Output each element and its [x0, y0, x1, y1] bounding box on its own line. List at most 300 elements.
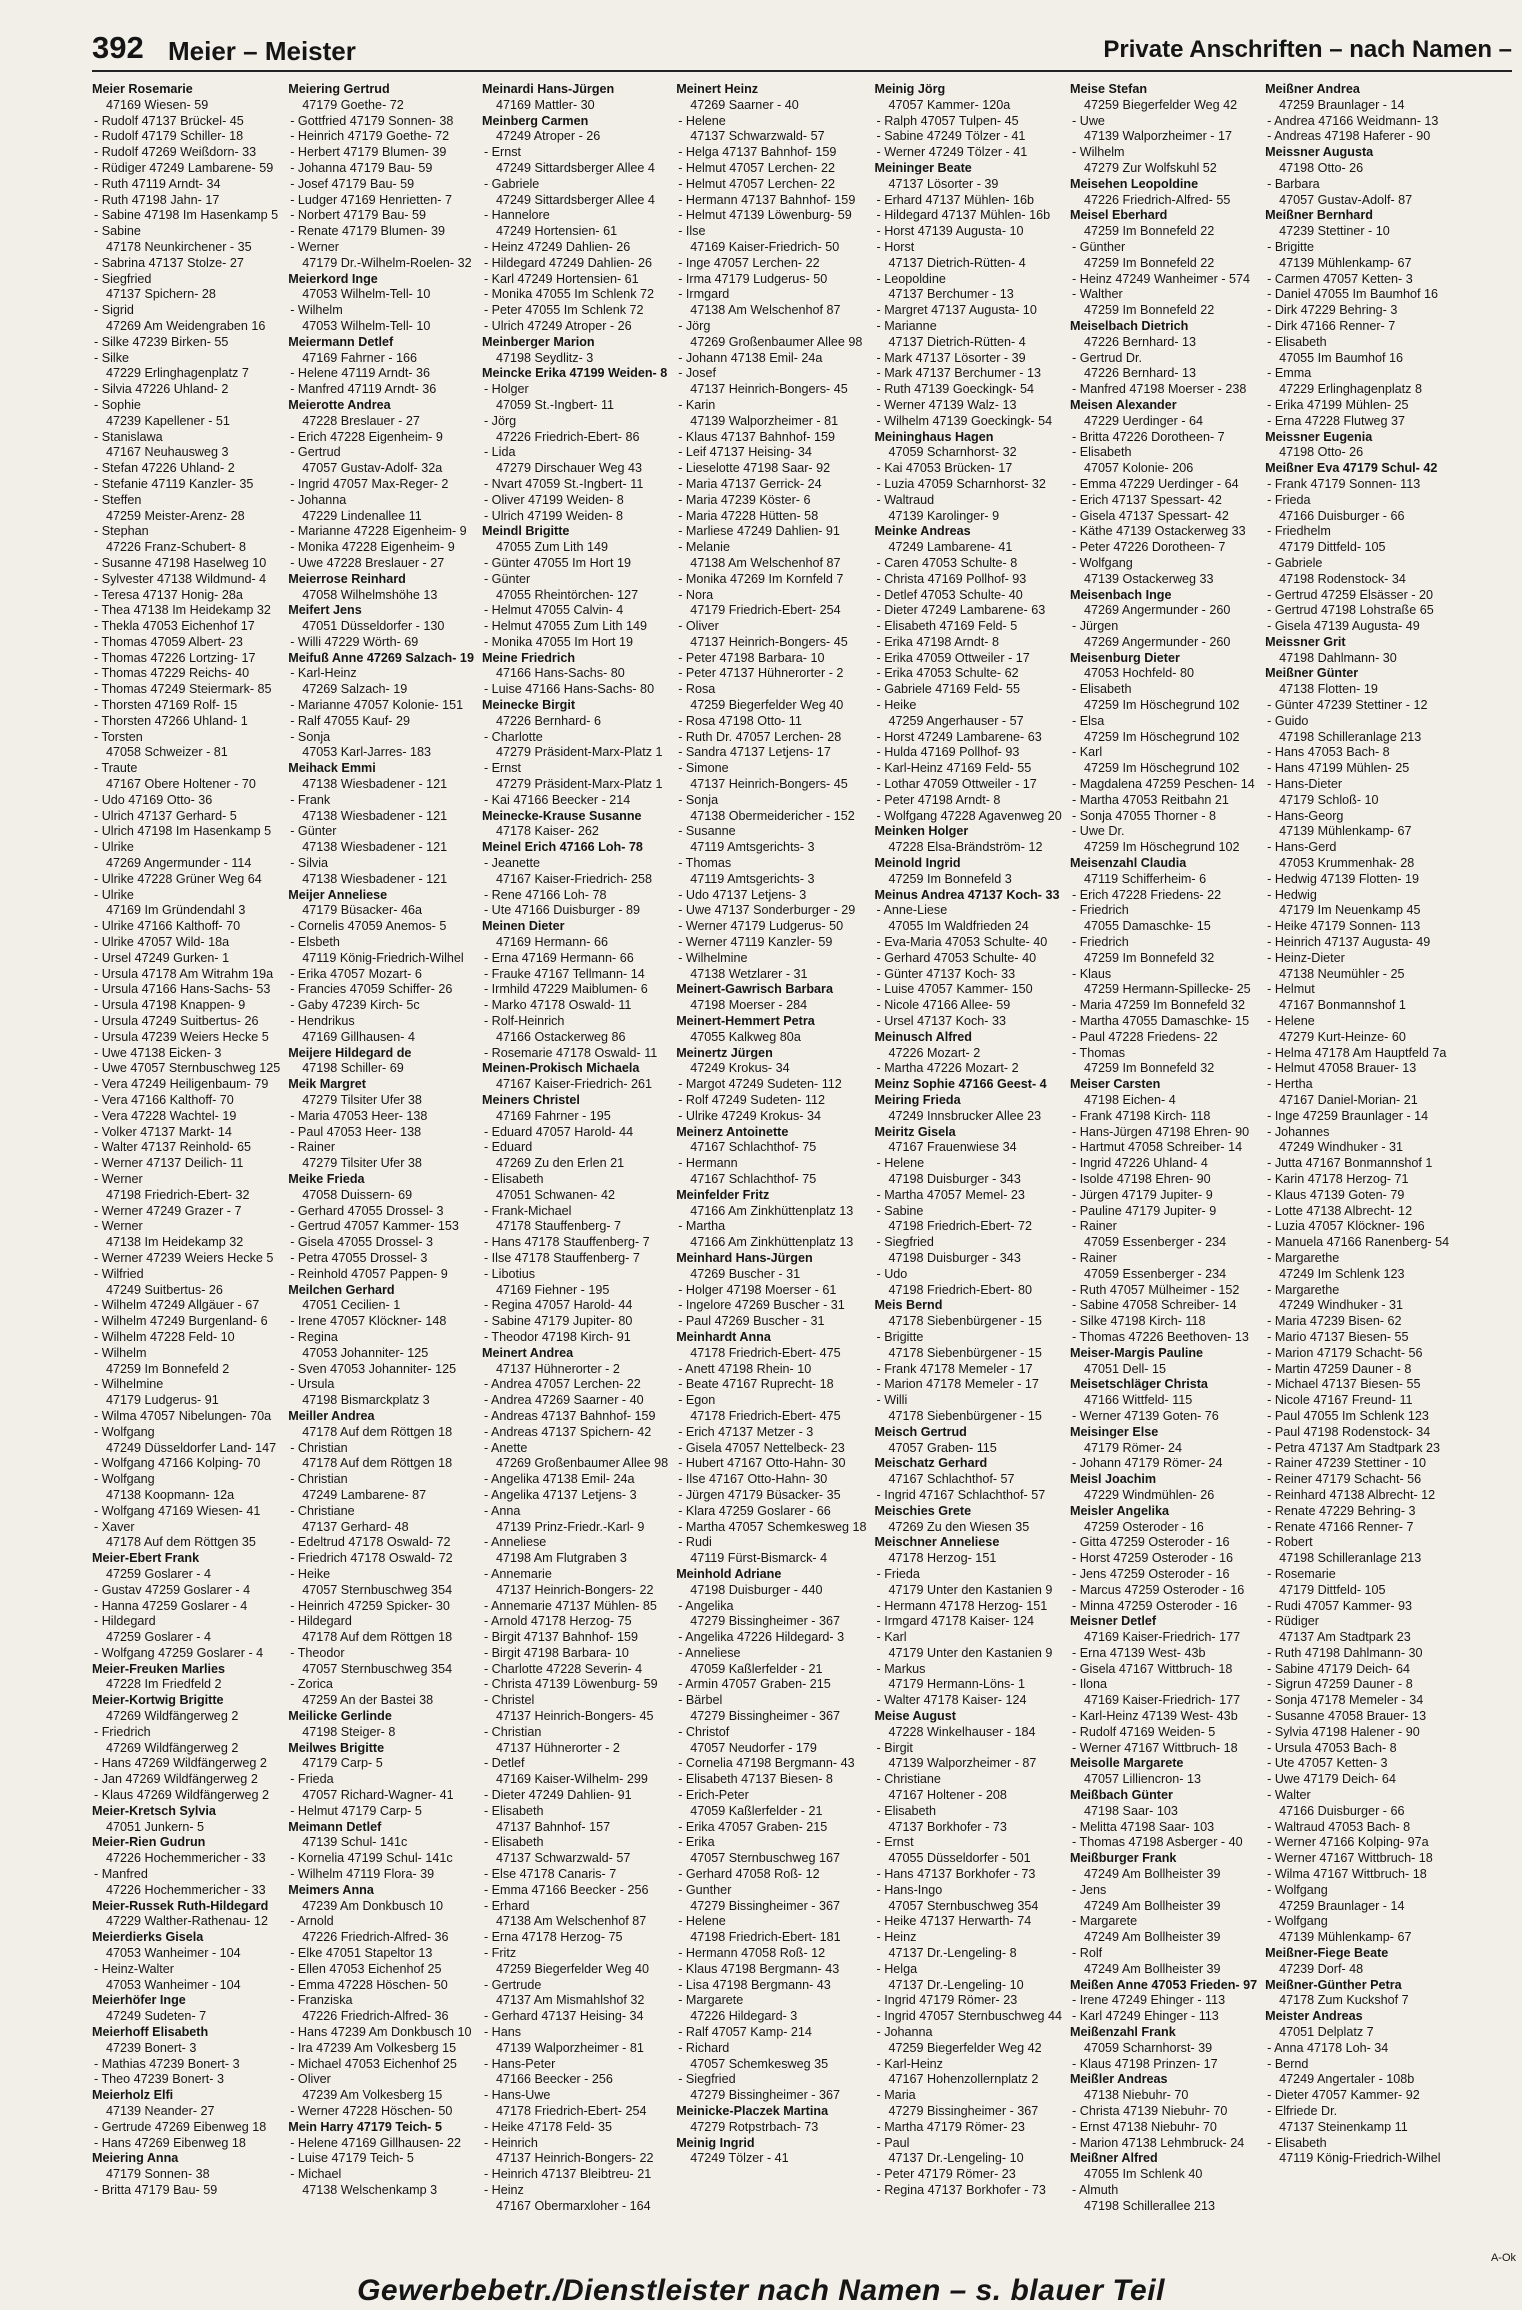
entry-name: - Erna 47178 Herzog- 75: [483, 1930, 623, 1945]
entry-name: - Elisabeth: [876, 1803, 937, 1818]
entry-address: 47178 Auf dem Röttgen 35: [106, 1535, 256, 1550]
entry-name: - Friedrich: [1072, 903, 1129, 918]
entry-name: - Ulrike: [94, 840, 134, 855]
directory-column: [1265, 82, 1449, 2278]
entry-name: - Cornelia 47198 Bergmann- 43: [678, 1756, 855, 1771]
entry-address: 47259 Im Höschegrund 102: [1084, 698, 1240, 713]
entry-address: 47229 Uerdinger - 64: [1084, 413, 1204, 428]
entry-name: - Gitta 47259 Osteroder - 16: [1072, 1535, 1230, 1550]
entry-address: 47166 Hans-Sachs- 80: [495, 666, 625, 681]
entry-name: - Annemarie 47137 Mühlen- 85: [483, 1598, 657, 1613]
entry-address: 47137 Gerhard- 48: [302, 1519, 409, 1534]
entry-name: - Ilse 47178 Stauffenberg- 7: [483, 1250, 640, 1265]
entry-address: 47269 Angermunder - 114: [106, 856, 252, 871]
entry-name: - Michael 47137 Biesen- 55: [1267, 1377, 1421, 1392]
entry-name: - Ulrich 47249 Atroper - 26: [483, 318, 632, 333]
entry-address: 47259 Meister-Arenz- 28: [106, 508, 245, 523]
entry-name: - Gertrud 47198 Lohstraße 65: [1267, 603, 1434, 618]
entry-address: 47169 Hermann- 66: [495, 935, 608, 950]
entry-surname: Meike Frieda: [288, 1171, 365, 1186]
entry-name: - Heinrich 47137 Bleibtreu- 21: [483, 2167, 652, 2182]
entry-name: - Josef: [678, 366, 716, 381]
entry-name: - Heinz-Walter: [94, 1961, 175, 1976]
entry-name: - Heinrich 47137 Augusta- 49: [1267, 935, 1431, 950]
entry-name: - Maria 47137 Gerrick- 24: [678, 476, 822, 491]
entry-address: 47138 Flotten- 19: [1279, 682, 1378, 697]
entry-address: 47198 Bismarckplatz 3: [302, 1393, 430, 1408]
entry-name: - Armin 47057 Graben- 215: [678, 1677, 831, 1692]
entry-name: - Theodor 47198 Kirch- 91: [483, 1329, 631, 1344]
entry-name: - Günther: [1072, 239, 1126, 254]
entry-surname: Meindl Brigitte: [481, 524, 570, 539]
entry-name: - Ingrid 47057 Sternbuschweg 44: [876, 2009, 1063, 2024]
entry-surname: Meinen Dieter: [481, 919, 565, 934]
entry-address: 47249 Sittardsberger Allee 4: [495, 160, 655, 175]
entry-address: 47279 Bissingheimer - 367: [690, 1709, 841, 1724]
entry-name: - Martin 47259 Dauner - 8: [1267, 1361, 1412, 1376]
entry-name: - Rainer: [1072, 1250, 1117, 1265]
entry-name: - Karl-Heinz: [876, 2056, 943, 2071]
entry-name: - Eduard: [483, 1140, 533, 1155]
entry-name: - Theo 47239 Bonert- 3: [94, 2072, 224, 2087]
entry-address: 47178 Auf dem Röttgen 18: [302, 1456, 453, 1471]
entry-name: - Hermann: [678, 1156, 738, 1171]
entry-name: - Helmut 47057 Lerchen- 22: [678, 160, 836, 175]
entry-surname: Meinicke-Placzek Martina: [676, 2104, 829, 2118]
entry-name: - Birgit: [876, 1740, 913, 1755]
entry-name: - Erika 47199 Mühlen- 25: [1267, 397, 1409, 412]
entry-address: 47051 Junkern- 5: [106, 1819, 205, 1834]
entry-name: - Erhard: [483, 1898, 530, 1913]
entry-surname: Meincke Erika 47199 Weiden- 8: [481, 366, 668, 381]
entry-address: 47198 Moerser - 284: [690, 998, 808, 1013]
entry-name: - Rüdiger 47249 Lambarene- 59: [94, 160, 274, 175]
entry-name: - Ulrike 47249 Krokus- 34: [678, 1108, 821, 1123]
entry-address: 47053 Wanheimer - 104: [106, 1977, 241, 1992]
page-header: [92, 26, 1512, 72]
entry-name: - Gisela 47139 Augusta- 49: [1267, 619, 1420, 634]
entry-address: 47119 Amtsgerichts- 3: [690, 871, 815, 886]
entry-name: - Maria 47239 Bisen- 62: [1267, 1314, 1402, 1329]
entry-surname: Meierhöfer Inge: [92, 1993, 186, 2008]
entry-name: - Erhard 47137 Mühlen- 16b: [876, 192, 1035, 207]
entry-address: 47269 Zu den Wiesen 35: [888, 1519, 1030, 1534]
entry-name: - Günter: [483, 571, 531, 586]
entry-surname: Meinberger Marion: [481, 334, 595, 349]
entry-address: 47259 An der Bastei 38: [302, 1693, 434, 1708]
entry-name: - Heinz: [876, 1930, 917, 1945]
entry-name: - Peter 47179 Römer- 23: [876, 2167, 1016, 2182]
entry-name: - Karl 47249 Hortensien- 61: [483, 271, 639, 286]
entry-name: - Silke 47198 Kirch- 118: [1072, 1314, 1206, 1329]
entry-address: 47259 Osteroder - 16: [1084, 1519, 1204, 1534]
entry-surname: Meilicke Gerlinde: [288, 1709, 392, 1724]
entry-surname: Meißbach Günter: [1070, 1788, 1173, 1803]
entry-surname: Meifuß Anne 47269 Salzach- 19: [288, 650, 474, 665]
entry-name: - Wilhelm 47249 Allgäuer - 67: [94, 1298, 260, 1313]
entry-address: 47179 Dittfeld- 105: [1279, 540, 1386, 555]
entry-name: - Ute 47057 Ketten- 3: [1267, 1756, 1388, 1771]
entry-name: - Steffen: [94, 492, 142, 507]
entry-name: - Karl 47249 Ehinger - 113: [1072, 2009, 1219, 2024]
entry-surname: Meischner Anneliese: [874, 1535, 1000, 1550]
entry-address: 47166 Beecker - 256: [495, 2072, 613, 2087]
entry-name: - Elisabeth: [483, 1803, 544, 1818]
entry-address: 47198 Duisburger - 343: [888, 1171, 1021, 1186]
entry-address: 47259 Im Bonnefeld 2: [106, 1361, 230, 1376]
entry-address: 47198 Am Flutgraben 3: [495, 1551, 627, 1566]
entry-name: - Johanna: [876, 2025, 933, 2040]
entry-address: 47279 Zur Wolfskuhl 52: [1084, 160, 1217, 175]
entry-name: - Johann 47138 Emil- 24a: [678, 350, 823, 365]
entry-address: 47249 Sudeten- 7: [106, 2009, 207, 2024]
entry-name: - Erich 47137 Metzer - 3: [678, 1424, 814, 1439]
entry-address: 47229 Windmühlen- 26: [1084, 1487, 1215, 1502]
entry-surname: Meierotte Andrea: [288, 397, 391, 412]
entry-name: - Ulrich 47199 Weiden- 8: [483, 508, 624, 523]
entry-address: 47139 Mühlenkamp- 67: [1279, 824, 1412, 839]
entry-address: 47279 Bissingheimer - 367: [888, 2104, 1039, 2118]
entry-surname: Meierdierks Gisela: [92, 1930, 204, 1945]
entry-name: - Martha 47179 Römer- 23: [876, 2119, 1025, 2134]
entry-address: 47138 Obermeidericher - 152: [690, 808, 855, 823]
entry-name: - Kornelia 47199 Schul- 141c: [290, 1851, 453, 1866]
entry-name: - Rudolf 47169 Weiden- 5: [1072, 1724, 1216, 1739]
entry-name: - Marion 47138 Lehmbruck- 24: [1072, 2135, 1245, 2150]
entry-surname: Meißner Andrea: [1265, 82, 1360, 96]
entry-name: - Andreas 47137 Spichern- 42: [483, 1424, 652, 1439]
entry-name: - Xaver: [94, 1519, 135, 1534]
entry-address: 47051 Dell- 15: [1084, 1361, 1166, 1376]
entry-surname: Meimers Anna: [288, 1882, 374, 1897]
entry-name: - Willi: [876, 1393, 908, 1408]
entry-address: 47137 Borkhofer - 73: [888, 1819, 1007, 1834]
entry-address: 47249 Am Bollheister 39: [1084, 1930, 1221, 1945]
entry-name: - Wolfgang: [94, 1424, 155, 1439]
entry-address: 47228 Elsa-Brändström- 12: [888, 840, 1043, 855]
entry-name: - Arnold: [290, 1914, 334, 1929]
entry-name: - Gaby 47239 Kirch- 5c: [290, 998, 420, 1013]
entry-name: - Frank 47198 Kirch- 118: [1072, 1108, 1211, 1123]
entry-name: - Holger 47198 Moerser - 61: [678, 1282, 837, 1297]
entry-name: - Norbert 47179 Bau- 59: [290, 208, 427, 223]
entry-address: 47057 Schemkesweg 35: [690, 2056, 829, 2071]
entry-address: 47179 Büsacker- 46a: [302, 903, 422, 918]
entry-address: 47259 Im Höschegrund 102: [1084, 729, 1240, 744]
entry-address: 47228 Breslauer - 27: [302, 413, 420, 428]
directory-column: [482, 82, 668, 2278]
entry-name: - Britta 47179 Bau- 59: [94, 2182, 218, 2197]
entry-name: - Luise 47166 Hans-Sachs- 80: [483, 682, 655, 697]
entry-name: - Arnold 47178 Herzog- 75: [483, 1614, 632, 1629]
entry-name: - Markus: [876, 1661, 926, 1676]
entry-name: - Emma: [1267, 366, 1312, 381]
entry-name: - Bärbel: [678, 1693, 723, 1708]
entry-name: - Magdalena 47259 Peschen- 14: [1072, 777, 1255, 792]
entry-name: - Melitta 47198 Saar- 103: [1072, 1819, 1215, 1834]
entry-address: 47167 Schlachthof- 75: [690, 1140, 817, 1155]
entry-name: - Ursula 47198 Knappen- 9: [94, 998, 246, 1013]
entry-name: - Marliese 47249 Dahlien- 91: [678, 524, 840, 539]
entry-address: 47279 Bissingheimer - 367: [690, 2088, 841, 2103]
entry-name: - Rudolf 47269 Weißdorn- 33: [94, 145, 257, 160]
entry-address: 47249 Im Schlenk 123: [1279, 1266, 1405, 1281]
entry-name: - Sonja 47055 Thorner - 8: [1072, 808, 1217, 823]
entry-name: - Monika 47228 Eigenheim- 9: [290, 540, 455, 555]
entry-name: - Christiane: [290, 1503, 355, 1518]
entry-address: 47198 Saar- 103: [1084, 1803, 1178, 1818]
entry-address: 47239 Bonert- 3: [106, 2040, 197, 2055]
entry-name: - Karl-Heinz 47169 Feld- 55: [876, 761, 1032, 776]
entry-address: 47229 Walther-Rathenau- 12: [106, 1914, 268, 1929]
entry-address: 47167 Schlachthof- 57: [888, 1472, 1015, 1487]
entry-surname: Meinen-Prokisch Michaela: [481, 1061, 640, 1076]
entry-name: - Frank 47179 Sonnen- 113: [1267, 476, 1421, 491]
entry-surname: Meiring Frieda: [874, 1093, 961, 1107]
entry-address: 47057 Sternbuschweg 354: [302, 1582, 453, 1597]
entry-address: 47138 Am Welschenhof 87: [495, 1914, 647, 1929]
entry-name: - Minna 47259 Osteroder - 16: [1072, 1598, 1238, 1613]
entry-address: 47167 Hohenzollernplatz 2: [888, 2072, 1039, 2087]
entry-name: - Barbara: [1267, 176, 1320, 191]
entry-name: - Ira 47239 Am Volkesberg 15: [290, 2040, 457, 2055]
entry-address: 47178 Neunkirchener - 35: [106, 239, 252, 254]
entry-name: - Wilhelm: [94, 1345, 147, 1360]
entry-address: 47226 Franz-Schubert- 8: [106, 540, 247, 555]
entry-name: - Lisa 47198 Bergmann- 43: [678, 1977, 831, 1992]
entry-name: - Helene: [678, 113, 726, 128]
entry-name: - Mathias 47239 Bonert- 3: [94, 2056, 240, 2071]
entry-surname: Meinert-Gawrisch Barbara: [676, 982, 833, 997]
entry-address: 47269 Großenbaumer Allee 98: [690, 334, 863, 349]
entry-address: 47058 Duissern- 69: [302, 1187, 413, 1202]
entry-name: - Erika 47053 Schulte- 62: [876, 666, 1019, 681]
page-title: Meier – Meister: [168, 36, 356, 66]
entry-address: 47259 Goslarer - 4: [106, 1566, 212, 1581]
entry-name: - Sabine 47179 Jupiter- 80: [483, 1314, 633, 1329]
entry-name: - Hans-Peter: [483, 2056, 556, 2071]
entry-name: - Siegfried: [678, 2072, 736, 2087]
entry-name: - Helma 47178 Am Hauptfeld 7a: [1267, 1045, 1447, 1060]
entry-name: - Ralph 47057 Tulpen- 45: [876, 113, 1019, 128]
entry-address: 47053 Wanheimer - 104: [106, 1946, 241, 1961]
entry-name: - Ingrid 47057 Max-Reger- 2: [290, 476, 449, 491]
entry-name: - Dieter 47249 Dahlien- 91: [483, 1788, 632, 1803]
entry-surname: Meiser Carsten: [1070, 1077, 1161, 1092]
entry-address: 47139 Walporzheimer - 87: [888, 1756, 1037, 1771]
entry-surname: Meier-Freuken Marlies: [92, 1661, 225, 1676]
entry-name: - Libotius: [483, 1266, 536, 1281]
entry-address: 47137 Schwarzwald- 57: [495, 1851, 631, 1866]
entry-name: - Frank: [290, 792, 331, 807]
entry-address: 47259 Im Bonnefeld 22: [1084, 255, 1215, 270]
entry-name: - Werner 47179 Ludgerus- 50: [678, 919, 844, 934]
entry-name: - Jens: [1072, 1882, 1107, 1897]
entry-name: - Hannelore: [483, 208, 550, 223]
entry-name: - Hans: [483, 2025, 522, 2040]
entry-name: - Sigrid: [94, 303, 134, 318]
entry-name: - Wilfried: [94, 1266, 144, 1281]
entry-name: - Udo 47137 Letjens- 3: [678, 887, 807, 902]
entry-name: - Thekla 47053 Eichenhof 17: [94, 619, 255, 634]
entry-name: - Siegfried: [94, 271, 152, 286]
entry-surname: Meiering Gertrud: [288, 82, 390, 96]
entry-address: 47226 Bernhard- 13: [1084, 366, 1197, 381]
entry-address: 47055 Im Baumhof 16: [1279, 350, 1404, 365]
entry-address: 47179 Dr.-Wilhelm-Roelen- 32: [302, 255, 472, 270]
entry-name: - Beate 47167 Ruprecht- 18: [678, 1377, 834, 1392]
entry-name: - Helmut 47055 Zum Lith 149: [483, 619, 648, 634]
entry-name: - Udo: [876, 1266, 908, 1281]
entry-name: - Uwe 47138 Eicken- 3: [94, 1045, 222, 1060]
entry-name: - Nicole 47166 Allee- 59: [876, 998, 1011, 1013]
entry-name: - Waltraud 47053 Bach- 8: [1267, 1819, 1411, 1834]
entry-name: - Friedhelm: [1267, 524, 1331, 539]
entry-address: 47137 Hühnerorter - 2: [495, 1740, 620, 1755]
entry-address: 47137 Dr.-Lengeling- 10: [888, 1977, 1024, 1992]
entry-address: 47169 Kaiser-Friedrich- 177: [1084, 1693, 1241, 1708]
entry-name: - Christof: [678, 1724, 730, 1739]
entry-address: 47249 Atroper - 26: [495, 129, 601, 144]
entry-address: 47198 Otto- 26: [1279, 445, 1364, 460]
entry-name: - Jan 47269 Wildfängerweg 2: [94, 1772, 258, 1787]
entry-name: - Christiane: [876, 1772, 941, 1787]
entry-name: - Ulrike 47228 Grüner Weg 64: [94, 871, 262, 886]
entry-name: - Helga: [876, 1961, 918, 1976]
entry-name: - Christa 47139 Löwenburg- 59: [483, 1677, 658, 1692]
entry-name: - Klaus 47198 Bergmann- 43: [678, 1961, 840, 1976]
entry-surname: Meißner Alfred: [1070, 2151, 1158, 2166]
entry-name: - Brigitte: [1267, 239, 1315, 254]
entry-address: 47139 Neander- 27: [106, 2104, 215, 2118]
entry-address: 47166 Duisburger - 66: [1279, 508, 1405, 523]
entry-surname: Meilchen Gerhard: [288, 1282, 395, 1297]
entry-address: 47139 Prinz-Friedr.-Karl- 9: [495, 1519, 645, 1534]
entry-surname: Meierkord Inge: [288, 271, 378, 286]
entry-name: - Ingrid 47179 Römer- 23: [876, 1993, 1018, 2008]
entry-name: - Emma 47166 Beecker - 256: [483, 1882, 649, 1897]
entry-name: - Horst 47249 Lambarene- 63: [876, 729, 1042, 744]
entry-address: 47138 Neumühler - 25: [1279, 966, 1405, 981]
entry-name: - Rainer: [290, 1140, 336, 1155]
entry-name: - Heinz 47249 Dahlien- 26: [483, 239, 631, 254]
entry-address: 47119 Amtsgerichts- 3: [690, 840, 815, 855]
entry-surname: Mein Harry 47179 Teich- 5: [288, 2119, 442, 2134]
entry-name: - Friedrich 47178 Oswald- 72: [290, 1551, 453, 1566]
entry-surname: Meisenburg Dieter: [1070, 650, 1180, 665]
entry-name: - Hubert 47167 Otto-Hahn- 30: [678, 1456, 846, 1471]
entry-name: - Helmut 47057 Lerchen- 22: [678, 176, 836, 191]
entry-address: 47166 Am Zinkhüttenplatz 13: [690, 1235, 854, 1250]
entry-address: 47178 Kaiser- 262: [495, 824, 599, 839]
entry-surname: Meine Friedrich: [481, 650, 576, 665]
entry-name: - Werner 47119 Kanzler- 59: [678, 935, 833, 950]
entry-name: - Gabriele: [1267, 555, 1323, 570]
entry-address: 47137 Schwarzwald- 57: [690, 129, 825, 144]
directory-column: [676, 82, 866, 2278]
entry-name: - Jörg: [678, 318, 711, 333]
entry-name: - Thomas: [678, 856, 732, 871]
entry-address: 47269 Wildfängerweg 2: [106, 1740, 239, 1755]
entry-name: - Irmgard: [678, 287, 730, 302]
entry-address: 47138 Welschenkamp 3: [302, 2182, 438, 2197]
directory-column: [1070, 82, 1257, 2278]
entry-name: - Regina 47057 Harold- 44: [483, 1298, 633, 1313]
entry-address: 47259 Im Bonnefeld 22: [1084, 224, 1215, 239]
entry-surname: Meierholz Elfi: [92, 2088, 174, 2103]
entry-name: - Erich 47137 Spessart- 42: [1072, 492, 1222, 507]
entry-name: - Kai 47053 Brücken- 17: [876, 461, 1013, 476]
entry-name: - Uwe Dr.: [1072, 824, 1125, 839]
entry-address: 47259 Angerhauser - 57: [888, 713, 1024, 728]
entry-name: - Heike 47137 Herwarth- 74: [876, 1914, 1032, 1929]
entry-address: 47198 Schillerallee 213: [1084, 2198, 1215, 2213]
entry-surname: Meiners Christel: [481, 1093, 580, 1107]
entry-surname: Meinecke Birgit: [481, 698, 576, 713]
entry-name: - Susanne 47198 Haselweg 10: [94, 555, 267, 570]
entry-name: - Thorsten 47266 Uhland- 1: [94, 713, 248, 728]
entry-surname: Meinertz Jürgen: [676, 1045, 773, 1060]
entry-name: - Rolf: [1072, 1946, 1103, 1961]
entry-name: - Hans 47199 Mühlen- 25: [1267, 761, 1410, 776]
entry-name: - Jörg: [483, 413, 517, 428]
entry-name: - Heinrich: [483, 2135, 538, 2150]
entry-name: - Wolfgang: [1267, 1914, 1328, 1929]
entry-address: 47169 Gillhausen- 4: [302, 1029, 415, 1044]
entry-surname: Meise Stefan: [1070, 82, 1148, 96]
entry-name: - Gisela 47055 Drossel- 3: [290, 1235, 434, 1250]
entry-address: 47137 Heinrich-Bongers- 45: [690, 634, 848, 649]
entry-name: - Sylvia 47198 Halener - 90: [1267, 1724, 1420, 1739]
entry-address: 47059 Essenberger - 234: [1084, 1235, 1227, 1250]
entry-surname: Meinig Jörg: [874, 82, 946, 96]
entry-name: - Gunther: [678, 1882, 732, 1897]
entry-name: - Christa 47139 Niebuhr- 70: [1072, 2104, 1228, 2118]
entry-address: 47059 Essenberger - 234: [1084, 1266, 1227, 1281]
entry-name: - Wilhelm 47119 Flora- 39: [290, 1867, 435, 1882]
entry-name: - Anneliese: [483, 1535, 547, 1550]
entry-name: - Rolf-Heinrich: [483, 1014, 565, 1029]
entry-address: 47053 Wilhelm-Tell- 10: [302, 287, 431, 302]
entry-name: - Rosemarie: [1267, 1566, 1336, 1581]
entry-name: - Martha 47055 Damaschke- 15: [1072, 1014, 1250, 1029]
entry-address: 47137 Heinrich-Bongers- 22: [495, 2151, 654, 2166]
entry-name: - Nicole 47167 Freund- 11: [1267, 1393, 1413, 1408]
entry-surname: Meinert Andrea: [481, 1345, 574, 1360]
entry-name: - Günter 47239 Stettiner - 12: [1267, 698, 1428, 713]
entry-name: - Volker 47137 Markt- 14: [94, 1124, 232, 1139]
entry-name: - Wilma 47057 Nibelungen- 70a: [94, 1408, 272, 1423]
entry-name: - Dieter 47057 Kammer- 92: [1267, 2088, 1420, 2103]
entry-name: - Vera 47249 Heiligenbaum- 79: [94, 1077, 269, 1092]
entry-name: - Gerhard 47137 Heising- 34: [483, 2009, 644, 2024]
entry-surname: Meissner Eugenia: [1265, 429, 1373, 444]
entry-address: 47249 Windhuker - 31: [1279, 1298, 1404, 1313]
entry-name: - Elsbeth: [290, 935, 340, 950]
entry-name: - Maria 47259 Im Bonnefeld 32: [1072, 998, 1245, 1013]
entry-address: 47239 Am Volkesberg 15: [302, 2088, 443, 2103]
entry-name: - Silke: [94, 350, 129, 365]
entry-surname: Meinig Ingrid: [676, 2135, 755, 2150]
entry-name: - Werner 47139 Goten- 76: [1072, 1408, 1219, 1423]
entry-address: 47139 Walporzheimer - 81: [690, 413, 839, 428]
entry-address: 47138 Koopmann- 12a: [106, 1487, 235, 1502]
entry-surname: Meißner-Günther Petra: [1265, 1977, 1402, 1992]
entry-name: - Sonja: [678, 792, 719, 807]
entry-name: - Silke 47239 Birken- 55: [94, 334, 229, 349]
entry-name: - Ursula: [290, 1377, 335, 1392]
entry-name: - Elisabeth: [483, 1835, 544, 1850]
